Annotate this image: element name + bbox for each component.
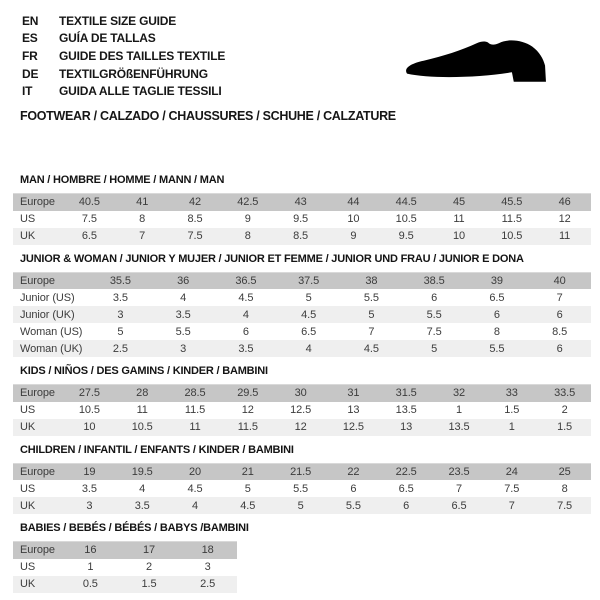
- row-label: US: [20, 213, 36, 225]
- size-cell: 9.5: [398, 230, 414, 242]
- size-cell: 12: [294, 421, 307, 433]
- lang-code: IT: [22, 84, 33, 99]
- size-cell: 11.5: [237, 421, 258, 433]
- size-cell: 28: [136, 387, 149, 400]
- size-row: [13, 194, 591, 211]
- size-cell: 2.5: [112, 342, 128, 355]
- size-cell: 6.5: [489, 291, 505, 304]
- size-cell: 18: [201, 544, 214, 557]
- size-cell: 9: [350, 230, 357, 242]
- size-cell: 7.5: [557, 499, 573, 512]
- size-cell: 1: [87, 561, 94, 573]
- size-cell: 19.5: [131, 465, 153, 478]
- size-cell: 4: [305, 342, 312, 355]
- lang-code: ES: [22, 31, 38, 46]
- size-cell: 40.5: [78, 196, 100, 209]
- table-title: BABIES / BEBÉS / BÉBÉS / BABYS /BAMBINI: [20, 522, 249, 534]
- lang-row-it: [22, 82, 225, 100]
- lang-code: FR: [22, 48, 38, 63]
- size-cell: 11: [558, 230, 571, 242]
- size-cell: 4.5: [187, 482, 203, 495]
- size-row: [13, 211, 591, 228]
- row-label: Europe: [20, 465, 55, 478]
- row-label: Europe: [20, 544, 55, 557]
- size-cell: 7.5: [187, 230, 203, 242]
- size-cell: 5.5: [293, 482, 309, 495]
- size-cell: 44: [347, 196, 360, 209]
- size-cell: 21.5: [290, 465, 312, 478]
- row-label: Europe: [20, 387, 55, 400]
- size-cell: 6.5: [81, 230, 97, 242]
- size-table-section: [13, 522, 592, 593]
- size-cell: 8.5: [293, 230, 309, 242]
- size-row: [13, 480, 591, 497]
- size-cell: 20: [188, 465, 202, 478]
- size-cell: 7: [508, 499, 515, 512]
- size-row: [13, 542, 237, 559]
- size-cell: 6: [556, 342, 563, 355]
- size-cell: 25: [558, 465, 571, 478]
- size-cell: 7: [455, 482, 462, 495]
- size-table: [13, 193, 591, 245]
- row-label: US: [20, 482, 36, 495]
- size-cell: 42.5: [237, 196, 259, 209]
- size-tables: [13, 174, 592, 593]
- size-cell: 9.5: [293, 213, 309, 225]
- size-cell: 40: [553, 274, 566, 287]
- size-cell: 22: [347, 465, 360, 478]
- size-cell: 10.5: [501, 230, 523, 242]
- size-cell: 8: [244, 230, 251, 242]
- size-cell: 10: [347, 213, 360, 225]
- size-cell: 6: [431, 291, 438, 304]
- size-table: [13, 272, 591, 358]
- size-table-body: [13, 272, 591, 357]
- size-cell: 7.5: [504, 482, 520, 495]
- size-table: [13, 384, 591, 436]
- size-cell: 38.5: [423, 274, 445, 287]
- size-cell: 11.5: [501, 213, 522, 225]
- size-row: [13, 272, 591, 289]
- row-label: US: [20, 404, 36, 416]
- size-cell: 45: [452, 196, 465, 209]
- size-cell: 32: [452, 387, 465, 400]
- size-cell: 8: [139, 213, 146, 225]
- row-label: Europe: [20, 196, 55, 209]
- size-row: [13, 559, 237, 576]
- size-cell: 41: [136, 196, 149, 209]
- size-table-section: [13, 444, 592, 515]
- size-cell: 5: [244, 482, 251, 495]
- size-cell: 12.5: [342, 421, 364, 433]
- size-cell: 3.5: [238, 342, 254, 355]
- size-cell: 11: [136, 404, 148, 416]
- language-title-block: [22, 12, 225, 100]
- row-label: US: [20, 561, 36, 573]
- size-cell: 38: [365, 274, 378, 287]
- size-table-section: [13, 174, 592, 245]
- table-title: JUNIOR & WOMAN / JUNIOR Y MUJER / JUNIOR ET FEMME / JUNIOR UND FRAU / JUNIOR E DONA: [20, 252, 524, 265]
- size-row: [13, 323, 591, 340]
- size-cell: 0.5: [82, 578, 98, 590]
- size-cell: 7: [556, 291, 563, 304]
- size-cell: 30: [294, 387, 307, 400]
- size-cell: 5: [431, 342, 438, 355]
- lang-row-de: [22, 65, 225, 83]
- size-table-body: [13, 542, 237, 593]
- size-cell: 13.5: [448, 421, 470, 433]
- size-cell: 43: [294, 196, 307, 209]
- size-cell: 44.5: [395, 196, 417, 209]
- lang-row-en: [22, 12, 225, 30]
- category-title: FOOTWEAR / CALZADO / CHAUSSURES / SCHUHE / CALZATURE: [20, 109, 396, 123]
- size-cell: 10.5: [395, 213, 417, 225]
- lang-code: DE: [22, 66, 39, 81]
- size-cell: 28.5: [184, 387, 206, 400]
- size-cell: 33: [505, 387, 518, 400]
- size-cell: 1: [508, 421, 515, 433]
- size-cell: 5.5: [489, 342, 505, 355]
- size-cell: 8.5: [552, 325, 568, 338]
- lang-label: TEXTILE SIZE GUIDE: [59, 13, 177, 28]
- size-row: [13, 385, 591, 402]
- size-cell: 29.5: [237, 387, 259, 400]
- size-cell: 8.5: [187, 213, 203, 225]
- size-cell: 45.5: [501, 196, 523, 209]
- size-cell: 6.5: [451, 499, 467, 512]
- size-cell: 6: [242, 325, 249, 338]
- size-cell: 12: [558, 213, 571, 225]
- size-cell: 10.5: [131, 421, 153, 433]
- size-cell: 11: [189, 421, 201, 433]
- size-cell: 3.5: [81, 482, 97, 495]
- size-cell: 4: [242, 308, 249, 321]
- size-row: [13, 340, 591, 357]
- size-cell: 11.5: [184, 404, 206, 416]
- size-cell: 24: [505, 465, 518, 478]
- size-table: [13, 463, 591, 515]
- size-table-body: [13, 463, 591, 514]
- size-cell: 39: [490, 274, 503, 287]
- size-cell: 16: [84, 544, 97, 557]
- size-cell: 31.5: [395, 387, 417, 400]
- size-cell: 42: [188, 196, 202, 209]
- size-cell: 4.5: [363, 342, 379, 355]
- size-cell: 4: [139, 482, 146, 495]
- size-cell: 7: [139, 230, 146, 242]
- size-cell: 4.5: [238, 291, 254, 304]
- size-cell: 8: [493, 325, 500, 338]
- size-cell: 5.5: [426, 308, 442, 321]
- size-row: [13, 228, 591, 245]
- lang-label: GUIDA ALLE TAGLIE TESSILI: [59, 84, 222, 99]
- size-row: [13, 576, 237, 593]
- size-cell: 3.5: [134, 499, 150, 512]
- size-cell: 10.5: [78, 404, 100, 416]
- size-cell: 10: [452, 230, 465, 242]
- row-label: Europe: [20, 274, 55, 287]
- row-label: Woman (US): [20, 325, 83, 338]
- size-cell: 13.5: [395, 404, 417, 416]
- size-cell: 33.5: [554, 387, 576, 400]
- size-cell: 12.5: [290, 404, 312, 416]
- row-label: UK: [20, 578, 36, 590]
- size-cell: 8: [561, 482, 568, 495]
- size-table: [13, 541, 237, 593]
- lang-label: GUIDE DES TAILLES TEXTILE: [59, 48, 226, 63]
- size-cell: 6: [556, 308, 563, 321]
- size-cell: 4.5: [240, 499, 256, 512]
- lang-label: TEXTILGRÖßENFÜHRUNG: [59, 66, 208, 81]
- size-cell: 22.5: [395, 465, 417, 478]
- size-row: [13, 289, 591, 306]
- size-cell: 5: [305, 291, 312, 304]
- lang-row-fr: [22, 47, 225, 65]
- size-cell: 31: [347, 387, 360, 400]
- size-cell: 6.5: [301, 325, 317, 338]
- size-cell: 6: [493, 308, 500, 321]
- size-cell: 2: [561, 404, 568, 416]
- size-cell: 4: [191, 499, 198, 512]
- size-cell: 10: [83, 421, 96, 433]
- size-cell: 46: [558, 196, 571, 209]
- size-cell: 9: [244, 213, 251, 225]
- size-cell: 5.5: [345, 499, 361, 512]
- row-label: Junior (US): [20, 291, 75, 304]
- lang-label: GUÍA DE TALLAS: [59, 31, 156, 46]
- size-cell: 1.5: [141, 578, 157, 590]
- size-cell: 21: [241, 465, 254, 478]
- size-row: [13, 463, 591, 480]
- size-row: [13, 402, 591, 419]
- row-label: UK: [20, 421, 36, 433]
- size-cell: 3: [117, 308, 124, 321]
- size-cell: 4: [180, 291, 187, 304]
- size-cell: 5.5: [175, 325, 191, 338]
- row-label: UK: [20, 230, 36, 242]
- size-cell: 6: [403, 499, 410, 512]
- size-table-body: [13, 385, 591, 436]
- size-cell: 7.5: [426, 325, 442, 338]
- size-cell: 5: [117, 325, 124, 338]
- size-row: [13, 497, 591, 514]
- size-cell: 2: [145, 561, 152, 573]
- size-cell: 6: [350, 482, 357, 495]
- size-cell: 3.5: [175, 308, 191, 321]
- size-cell: 3: [180, 342, 187, 355]
- size-cell: 5: [368, 308, 375, 321]
- size-cell: 1: [455, 404, 462, 416]
- lang-row-es: [22, 30, 225, 48]
- size-table-body: [13, 194, 591, 245]
- size-row: [13, 419, 591, 436]
- size-table-section: [13, 253, 592, 358]
- size-cell: 37.5: [298, 274, 320, 287]
- row-label: Junior (UK): [20, 308, 75, 321]
- size-cell: 12: [241, 404, 254, 416]
- size-cell: 5.5: [363, 291, 379, 304]
- size-cell: 27.5: [78, 387, 100, 400]
- size-cell: 3: [204, 561, 211, 573]
- size-cell: 11: [453, 213, 465, 225]
- table-title: CHILDREN / INFANTIL / ENFANTS / KINDER / BAMBINI: [20, 443, 294, 456]
- size-cell: 1.5: [557, 421, 573, 433]
- size-cell: 7.5: [81, 213, 97, 225]
- size-cell: 36: [177, 274, 190, 287]
- size-cell: 3: [86, 499, 93, 512]
- size-cell: 7: [368, 325, 375, 338]
- size-cell: 23.5: [448, 465, 470, 478]
- size-cell: 3.5: [112, 291, 128, 304]
- row-label: UK: [20, 499, 36, 512]
- size-cell: 2.5: [200, 578, 216, 590]
- size-cell: 13: [347, 404, 360, 416]
- size-cell: 36.5: [235, 274, 257, 287]
- size-cell: 19: [83, 465, 96, 478]
- size-cell: 1.5: [504, 404, 520, 416]
- size-cell: 35.5: [109, 274, 131, 287]
- row-label: Woman (UK): [20, 342, 83, 355]
- table-title: MAN / HOMBRE / HOMME / MANN / MAN: [20, 174, 225, 186]
- size-cell: 4.5: [301, 308, 317, 321]
- size-cell: 6.5: [398, 482, 414, 495]
- dress-shoe-icon: [396, 33, 580, 94]
- size-cell: 17: [142, 544, 155, 557]
- size-cell: 13: [400, 421, 413, 433]
- size-table-section: [13, 365, 592, 436]
- table-title: KIDS / NIÑOS / DES GAMINS / KINDER / BAMBINI: [20, 365, 268, 377]
- lang-code: EN: [22, 13, 39, 28]
- size-row: [13, 306, 591, 323]
- size-cell: 5: [297, 499, 304, 512]
